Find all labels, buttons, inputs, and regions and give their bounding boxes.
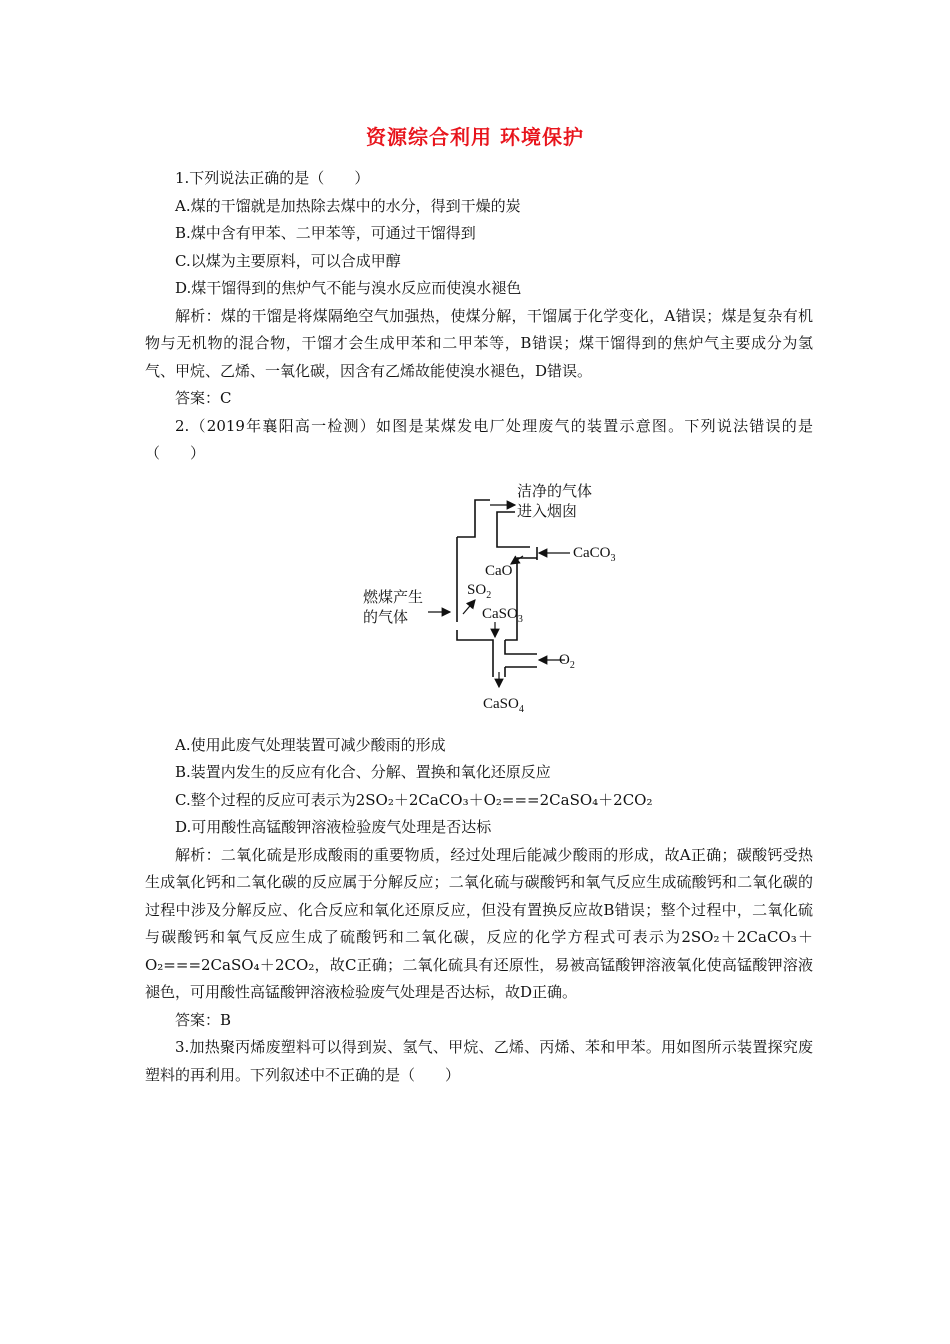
coal-gas-label-1: 燃煤产生 <box>363 587 424 606</box>
page-title: 资源综合利用 环境保护 <box>366 125 584 149</box>
caco3-label: CaCO$_3$ <box>573 544 616 564</box>
vessel-outer-left-wall-lower <box>457 630 493 650</box>
q1-stem: 1.下列说法正确的是（ ） <box>175 169 370 187</box>
so2-arrow <box>463 600 475 614</box>
q1-option-d: D.煤干馏得到的焦炉气不能与溴水反应而使溴水褪色 <box>175 279 522 297</box>
vessel-right-wall-upper <box>497 542 530 547</box>
caso4-label: CaSO$_4$ <box>483 695 524 715</box>
cao-label: CaO <box>485 562 513 579</box>
so2-label: $SO_2$ <box>467 581 492 601</box>
q1-option-b: B.煤中含有甲苯、二甲苯等，可通过干馏得到 <box>175 224 476 242</box>
diagram-svg <box>145 472 813 722</box>
document-body <box>145 165 813 1089</box>
q2-analysis: 解析：二氧化硫是形成酸雨的重要物质，经过处理后能减少酸雨的形成，故A正确；碳酸钙受热生成氧化钙和二氧化碳的反应属于分解反应；二氧化硫与碳酸钙和氧气反应生成硫酸钙和二氧化碳的过程中涉及分解反应、化合反应和氧化还原反应，但没有置换反应故B错误；整个过程中，二氧化硫与碳酸钙和氧气反应生成了硫酸钙和二氧化碳，反应的化学方程式可表示为2SO₂＋2CaCO₃＋O₂===2CaSO₄＋2CO₂，故C正确；二氧化硫具有还原性，易被高锰酸钾溶液氧化使高锰酸钾溶液褪色，可用酸性高锰酸钾溶液检验废气处理是否达标，故D正确。 <box>145 845 813 1001</box>
o2-label: $O_2$ <box>559 651 575 671</box>
chimney-outer <box>457 500 490 537</box>
q2-option-d: D.可用酸性高锰酸钾溶液检验废气处理是否达标 <box>175 818 492 836</box>
q2-option-b: B.装置内发生的反应有化合、分解、置换和氧化还原反应 <box>175 763 551 781</box>
coal-gas-label-2: 的气体 <box>363 607 409 626</box>
q1-option-c: C.以煤为主要原料，可以合成甲醇 <box>175 251 401 270</box>
q1-answer: 答案：C <box>175 389 232 407</box>
clean-gas-label-1: 洁净的气体 <box>517 481 593 500</box>
chimney-inner <box>497 512 515 542</box>
caso3-label: CaSO$_3$ <box>482 605 523 625</box>
q2-answer: 答案：B <box>175 1010 232 1029</box>
q2-option-a: A.使用此废气处理装置可减少酸雨的形成 <box>175 735 446 754</box>
q3-stem: 3.加热聚丙烯废塑料可以得到炭、氢气、甲烷、乙烯、丙烯、苯和甲苯。用如图所示装置探究废塑料的再利用。下列叙述中不正确的是（ ） <box>145 1038 813 1084</box>
q2-option-c: C.整个过程的反应可表示为2SO₂＋2CaCO₃＋O₂===2CaSO₄＋2CO₂ <box>175 790 653 809</box>
flue-gas-treatment-diagram <box>145 472 813 722</box>
clean-gas-label-2: 进入烟囱 <box>517 501 578 520</box>
q1-option-a: A.煤的干馏就是加热除去煤中的水分，得到干燥的炭 <box>175 196 521 215</box>
q2-stem: 2.（2019年襄阳高一检测）如图是某煤发电厂处理废气的装置示意图。下列说法错误的是（ ） <box>145 416 813 462</box>
lower-chamber-right <box>505 640 537 654</box>
q1-analysis: 解析：煤的干馏是将煤隔绝空气加强热，使煤分解，干馏属于化学变化，A错误；煤是复杂有机物与无机物的混合物，干馏才会生成甲苯和二甲苯等，B错误；煤干馏得到的焦炉气主要成分为氢气、甲烷、乙烯、一氧化碳，因含有乙烯故能使溴水褪色，D错误。 <box>145 306 813 380</box>
